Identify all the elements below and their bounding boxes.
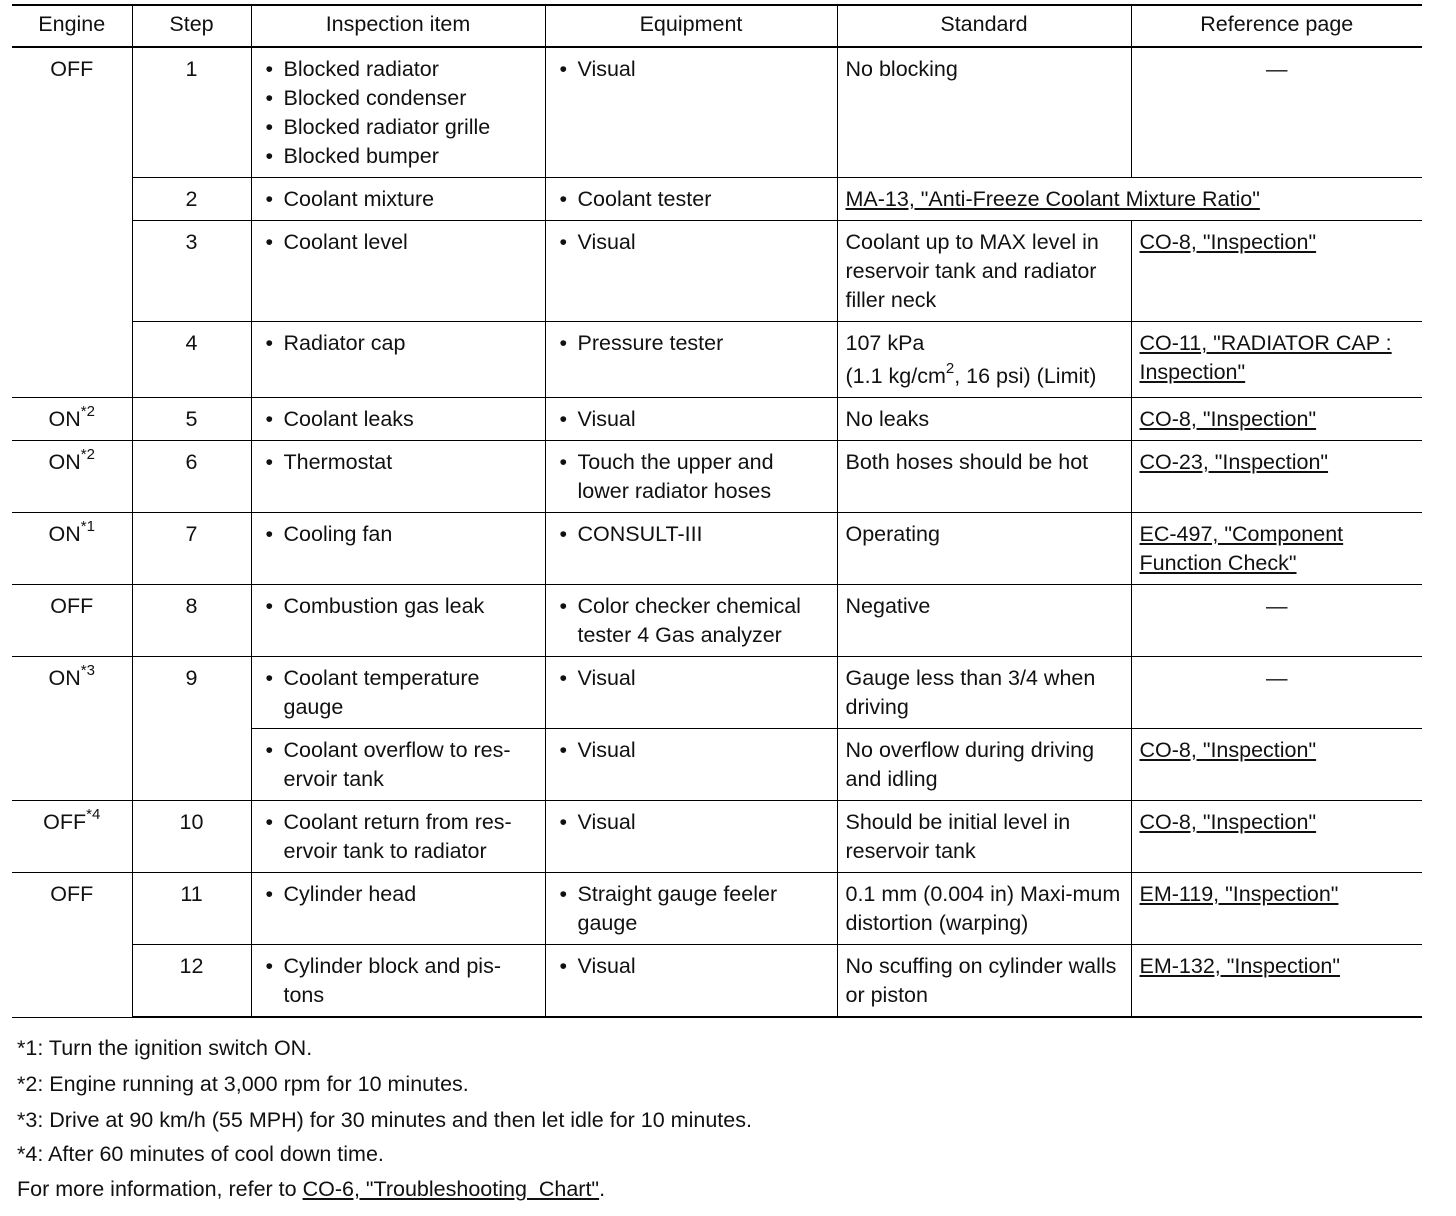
step-cell: 10 (132, 801, 251, 873)
inspection-item: • Blocked radiator grille (260, 113, 537, 142)
engine-cell (12, 873, 132, 1018)
footnote-1: *1: Turn the ignition switch ON. (17, 1036, 313, 1060)
equipment-cell (545, 801, 837, 873)
reference-cell: — (1131, 585, 1422, 657)
reference-cell: — (1131, 47, 1422, 178)
more-info-text: For more information, refer to (17, 1177, 303, 1201)
standard-cell: No leaks (837, 398, 1131, 441)
reference-link[interactable]: CO-8, "Inspection" (1139, 810, 1317, 834)
step-cell: 4 (132, 322, 251, 398)
table-row (12, 513, 1422, 585)
inspection-item-cell (251, 221, 545, 322)
reference-cell (1131, 801, 1422, 873)
inspection-item-cell (251, 322, 545, 398)
equipment-item: • Touch the upper and lower radiator hoses (554, 448, 829, 506)
equipment-cell (545, 945, 837, 1018)
standard-cell: Gauge less than 3/4 when driving (837, 657, 1131, 729)
footnote-2: *2: Engine running at 3,000 rpm for 10 minutes. (17, 1072, 469, 1096)
standard-cell: 0.1 mm (0.004 in) Maxi-mum distortion (warping) (837, 873, 1131, 945)
equipment-item: • Visual (554, 55, 829, 84)
table-row (12, 398, 1422, 441)
equipment-item: • Straight gauge feeler gauge (554, 880, 829, 938)
header-step: Step (132, 5, 251, 47)
reference-link[interactable]: EM-132, "Inspection" (1139, 954, 1341, 978)
reference-link[interactable]: CO-8, "Inspection" (1139, 230, 1317, 254)
equipment-cell (545, 585, 837, 657)
equipment-item: • Visual (554, 952, 829, 981)
inspection-item: • Cooling fan (260, 520, 537, 549)
inspection-item: • Thermostat (260, 448, 537, 477)
inspection-item-cell (251, 657, 545, 729)
equipment-cell (545, 398, 837, 441)
engine-cell (12, 585, 132, 657)
inspection-item-cell (251, 729, 545, 801)
header-equipment: Equipment (545, 5, 837, 47)
equipment-item: • Coolant tester (554, 185, 829, 214)
inspection-item: • Coolant level (260, 228, 537, 257)
step-cell: 7 (132, 513, 251, 585)
table-row (12, 945, 1422, 1018)
header-engine: Engine (12, 5, 132, 47)
reference-link[interactable]: MA-13, "Anti-Freeze Coolant Mixture Ratio" (845, 187, 1260, 211)
step-cell: 9 (132, 657, 251, 801)
reference-cell (1131, 729, 1422, 801)
inspection-item: • Radiator cap (260, 329, 537, 358)
equipment-cell (545, 221, 837, 322)
inspection-item-cell (251, 178, 545, 221)
reference-cell (1131, 221, 1422, 322)
reference-cell: — (1131, 657, 1422, 729)
engine-state: ON (48, 450, 81, 474)
header-standard: Standard (837, 5, 1131, 47)
engine-cell (12, 657, 132, 801)
equipment-cell (545, 178, 837, 221)
header-row (12, 5, 1422, 47)
inspection-item-cell (251, 945, 545, 1018)
standard-cell (837, 322, 1131, 398)
inspection-item: • Coolant mixture (260, 185, 537, 214)
reference-link[interactable]: CO-8, "Inspection" (1139, 407, 1317, 431)
reference-cell (1131, 945, 1422, 1018)
table-row (12, 585, 1422, 657)
inspection-item-cell (251, 873, 545, 945)
engine-state: OFF (50, 882, 94, 906)
standard-cell: Negative (837, 585, 1131, 657)
step-cell: 6 (132, 441, 251, 513)
more-info-period: . (599, 1177, 606, 1201)
footnote-4: *4: After 60 minutes of cool down time. (17, 1142, 384, 1166)
reference-cell (1131, 513, 1422, 585)
standard-text: (1.1 kg/cm (845, 364, 946, 388)
step-cell: 5 (132, 398, 251, 441)
step-cell: 3 (132, 221, 251, 322)
table-row (12, 873, 1422, 945)
inspection-item: • Coolant return from res-ervoir tank to radiator (260, 808, 537, 866)
equipment-cell (545, 873, 837, 945)
table-row (12, 178, 1422, 221)
equipment-cell (545, 729, 837, 801)
standard-reference-cell (837, 178, 1422, 221)
engine-state: ON (48, 522, 81, 546)
standard-cell: Coolant up to MAX level in reservoir tank and radiator filler neck (837, 221, 1131, 322)
reference-link[interactable]: CO-11, "RADIATOR CAP : Inspection" (1139, 331, 1392, 384)
equipment-cell (545, 322, 837, 398)
inspection-item-cell (251, 441, 545, 513)
footnote-marker: *2 (80, 445, 95, 463)
reference-link[interactable]: CO-23, "Inspection" (1139, 450, 1329, 474)
standard-cell: No overflow during driving and idling (837, 729, 1131, 801)
table-row (12, 221, 1422, 322)
step-cell: 2 (132, 178, 251, 221)
standard-cell: Both hoses should be hot (837, 441, 1131, 513)
footnote-3: *3: Drive at 90 km/h (55 MPH) for 30 minutes and then let idle for 10 minutes. (17, 1108, 752, 1132)
standard-cell: Operating (837, 513, 1131, 585)
table-row (12, 441, 1422, 513)
inspection-item: • Coolant overflow to res-ervoir tank (260, 736, 537, 794)
inspection-table (12, 4, 1422, 1018)
equipment-item: • Visual (554, 808, 829, 837)
equipment-item: • Visual (554, 664, 829, 693)
header-inspection-item: Inspection item (251, 5, 545, 47)
inspection-item: • Blocked bumper (260, 142, 537, 171)
table-row (12, 801, 1422, 873)
inspection-item: • Blocked radiator (260, 55, 537, 84)
inspection-item: • Coolant leaks (260, 405, 537, 434)
table-row (12, 47, 1422, 178)
inspection-item: • Cylinder block and pis-tons (260, 952, 537, 1010)
footnote-marker: *1 (80, 517, 95, 535)
equipment-cell (545, 47, 837, 178)
inspection-item: • Cylinder head (260, 880, 537, 909)
inspection-item: • Combustion gas leak (260, 592, 537, 621)
step-cell: 1 (132, 47, 251, 178)
equipment-cell (545, 513, 837, 585)
equipment-cell (545, 657, 837, 729)
step-cell: 8 (132, 585, 251, 657)
engine-state: OFF (50, 594, 94, 618)
reference-cell (1131, 441, 1422, 513)
engine-cell (12, 398, 132, 441)
equipment-item: • Visual (554, 228, 829, 257)
footnotes (17, 1030, 752, 1207)
superscript: 2 (945, 359, 955, 377)
reference-cell (1131, 398, 1422, 441)
footnote-marker: *4 (86, 805, 101, 823)
equipment-item: • Color checker chemical tester 4 Gas analyzer (554, 592, 829, 650)
engine-state: OFF (43, 810, 87, 834)
step-cell: 11 (132, 873, 251, 945)
table-row (12, 657, 1422, 729)
engine-cell (12, 47, 132, 398)
inspection-item: • Coolant temperature gauge (260, 664, 537, 722)
table-row (12, 322, 1422, 398)
inspection-item-cell (251, 47, 545, 178)
inspection-item-cell (251, 801, 545, 873)
standard-text: , 16 psi) (Limit) (954, 364, 1097, 388)
reference-cell (1131, 873, 1422, 945)
equipment-item: • Pressure tester (554, 329, 829, 358)
reference-cell (1131, 322, 1422, 398)
equipment-cell (545, 441, 837, 513)
footnote-marker: *3 (80, 661, 95, 679)
engine-cell (12, 801, 132, 873)
inspection-item-cell (251, 585, 545, 657)
engine-state: ON (48, 666, 81, 690)
engine-state: ON (48, 407, 81, 431)
standard-line: 107 kPa (845, 331, 925, 355)
standard-cell: Should be initial level in reservoir tank (837, 801, 1131, 873)
footnote-marker: *2 (80, 402, 95, 420)
more-info-line (17, 1171, 752, 1207)
standard-line (845, 359, 1123, 391)
reference-link[interactable]: CO-8, "Inspection" (1139, 738, 1317, 762)
equipment-item: • Visual (554, 405, 829, 434)
standard-cell: No blocking (837, 47, 1131, 178)
inspection-item-cell (251, 398, 545, 441)
inspection-item: • Blocked condenser (260, 84, 537, 113)
equipment-item: • Visual (554, 736, 829, 765)
engine-state: OFF (50, 57, 94, 81)
equipment-item: • CONSULT-III (554, 520, 829, 549)
troubleshooting-chart-link[interactable]: CO-6, "Troubleshooting Chart" (302, 1177, 600, 1201)
engine-cell (12, 441, 132, 513)
step-cell: 12 (132, 945, 251, 1018)
header-reference-page: Reference page (1131, 5, 1422, 47)
inspection-item-cell (251, 513, 545, 585)
reference-link[interactable]: EC-497, "Component Function Check" (1139, 522, 1344, 575)
standard-cell: No scuffing on cylinder walls or piston (837, 945, 1131, 1018)
engine-cell (12, 513, 132, 585)
reference-link[interactable]: EM-119, "Inspection" (1139, 882, 1339, 906)
